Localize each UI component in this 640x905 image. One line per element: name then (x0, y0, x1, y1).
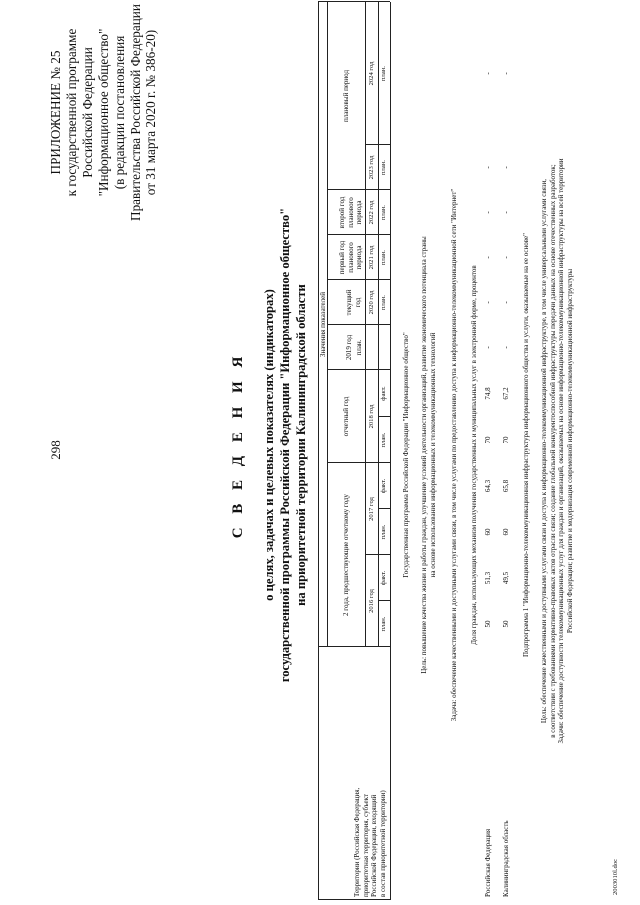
note-line: Задачи: обеспечение доступности телекоммуникационных услуг для граждан и организаций, оказываемых на основе информационно-телекоммуникационной инфраструктуры на всей территории (557, 158, 566, 744)
page-number: 298 (48, 440, 63, 460)
appendix-line: ПРИЛОЖЕНИЕ № 25 (48, 50, 63, 175)
note-line: в соответствии с требованиями нормативно-правовых актов отрасли связи; создание глобальной конкурентоспособной инфраструктуры передачи данных на основе отечественных разработок; (548, 164, 557, 738)
plan-cell: план. (380, 160, 387, 175)
planning-period-header: плановый период (342, 69, 350, 123)
year-cell: 2020 год (368, 290, 375, 315)
goal-line: на основе использования информационных и телекоммуникационных технологий (428, 332, 437, 578)
reporting-year-header: отчетный год (342, 396, 350, 437)
document-title-line2: государственной программы Российской Федерации "Информационное общество" (278, 207, 292, 683)
appendix-line: от 31 марта 2020 г. № 386-20) (143, 29, 159, 196)
row-value: - (484, 72, 492, 75)
plan-cell: план. (380, 616, 387, 632)
year-cell: 2021 год (368, 245, 375, 270)
document-title-line1: о целях, задачах и целевых показателях (индикаторах) (262, 289, 276, 601)
row-territory-name: Калининградская область (502, 820, 510, 897)
program-row: Государственная программа Российской Федерации "Информационное общество" (402, 332, 410, 578)
row-value: 49,5 (502, 571, 510, 585)
plan-cell: план. (380, 250, 387, 265)
current-year-line: год (353, 297, 362, 308)
plan-cell: план. (380, 66, 387, 81)
appendix-line: к государственной программе (63, 28, 79, 197)
document-title-line3: на приоритетной территории Калининградской области (294, 284, 308, 606)
appendix-line: "Информационное общество" (95, 28, 111, 197)
appendix-line: Российской Федерации (79, 47, 95, 178)
row-value: 70 (484, 436, 492, 444)
year-cell: 2024 год (368, 61, 375, 86)
year-2019-plan: план. (355, 339, 363, 356)
current-year-line: текущий (345, 289, 353, 316)
row-value: - (484, 166, 492, 169)
year-cell: 2018 год (368, 404, 375, 429)
second-year-line: периода (355, 200, 363, 225)
fact-cell: факт. (380, 386, 387, 401)
task-text: Задача: обеспечение качественными и доступными услугами связи, в том числе услугами по предоставлению доступа к информационно-телекоммуникационной сети "Интернет" (450, 188, 458, 722)
territory-header-line: приоритетная территория, субъект (361, 793, 370, 897)
row-value: - (502, 346, 510, 349)
row-value: - (484, 256, 492, 259)
indicator-text: Доля граждан, использующих механизм получения государственных и муниципальных услуг в электронной форме, процентов (470, 265, 478, 645)
row-value: 51,3 (484, 571, 492, 585)
appendix-block (48, 0, 159, 225)
year-2019-header: 2019 год (345, 334, 353, 361)
row-value: 74,8 (484, 387, 492, 400)
row-value: 50 (484, 620, 492, 628)
appendix-line: Правительства Российской Федерации (127, 4, 143, 221)
row-value: - (484, 301, 492, 304)
territory-header-line: в состав приоритетной территории) (378, 790, 387, 897)
row-value: - (484, 211, 492, 214)
row-value: - (502, 166, 510, 169)
subprogram-notes (540, 2, 574, 900)
row-territory-name: Российская Федерация (484, 828, 492, 897)
current-year-header (345, 280, 362, 325)
appendix-line: (в редакции постановления (111, 35, 127, 190)
note-line: Цель: обеспечение качественными и доступными услугами связи и доступа к информационно-телекоммуникационной инфраструктуре, в том числе универсальными услугами связи, (540, 178, 548, 724)
plan-cell: план. (380, 432, 387, 448)
year-cell: 2017 год (368, 497, 375, 521)
subprogram-title: Подпрограмма 1 "Информационно-телекоммуникационная инфраструктура информационного общества и услуги, оказываемые на ее основе" (522, 233, 530, 658)
indicator-values-header: Значения показателей (319, 291, 327, 358)
note-line: Российской Федерации; развитие и модернизация современной информационно-телекоммуникационной инфраструктуры (565, 268, 574, 634)
row-value: - (502, 211, 510, 214)
territory-header (353, 649, 387, 897)
fact-cell: факт. (380, 570, 387, 586)
first-year-line: первый год (338, 240, 346, 275)
row-value: 64,3 (484, 479, 492, 493)
second-year-header (338, 190, 364, 235)
first-year-line: планового (346, 242, 355, 273)
table-header-bottom (390, 2, 391, 900)
plan-cell: план. (380, 205, 387, 220)
territory-header-line: Территории (Российская Федерация, (353, 787, 361, 897)
first-year-header (338, 235, 364, 280)
row-value: - (502, 301, 510, 304)
fact-cell: факт. (380, 478, 387, 494)
year-cell: 2022 год (368, 200, 375, 225)
year-cell: 2023 год (368, 155, 375, 180)
goal-line: Цель: повышение качества жизни и работы граждан, улучшение условий деятельности организаций, развитие экономического потенциала страны (420, 236, 428, 674)
second-year-line: второй год (338, 196, 346, 229)
row-value: 67,2 (502, 387, 510, 400)
row-value: 60 (484, 528, 492, 536)
row-value: 50 (502, 620, 510, 628)
row-value: - (484, 346, 492, 349)
row-value: - (502, 72, 510, 75)
goal-text (420, 45, 437, 865)
row-value: 70 (502, 436, 510, 444)
second-year-line: планового (346, 197, 355, 228)
territory-header-line: Российской Федерации, входящий (370, 794, 378, 897)
document-heading: С В Е Д Е Н И Я (230, 351, 246, 539)
plan-cell: план. (380, 295, 387, 310)
first-year-line: периода (355, 245, 363, 270)
row-value: 60 (502, 528, 510, 536)
plan-cell: план. (380, 524, 387, 540)
row-value: 65,8 (502, 479, 510, 493)
row-value: - (502, 256, 510, 259)
table-border-left (318, 899, 390, 900)
year-cell: 2016 год (368, 589, 375, 613)
two-years-header: 2 года, предшествующие отчетному году (342, 494, 350, 616)
footer-file-name: 2003010l.doc (612, 858, 619, 895)
